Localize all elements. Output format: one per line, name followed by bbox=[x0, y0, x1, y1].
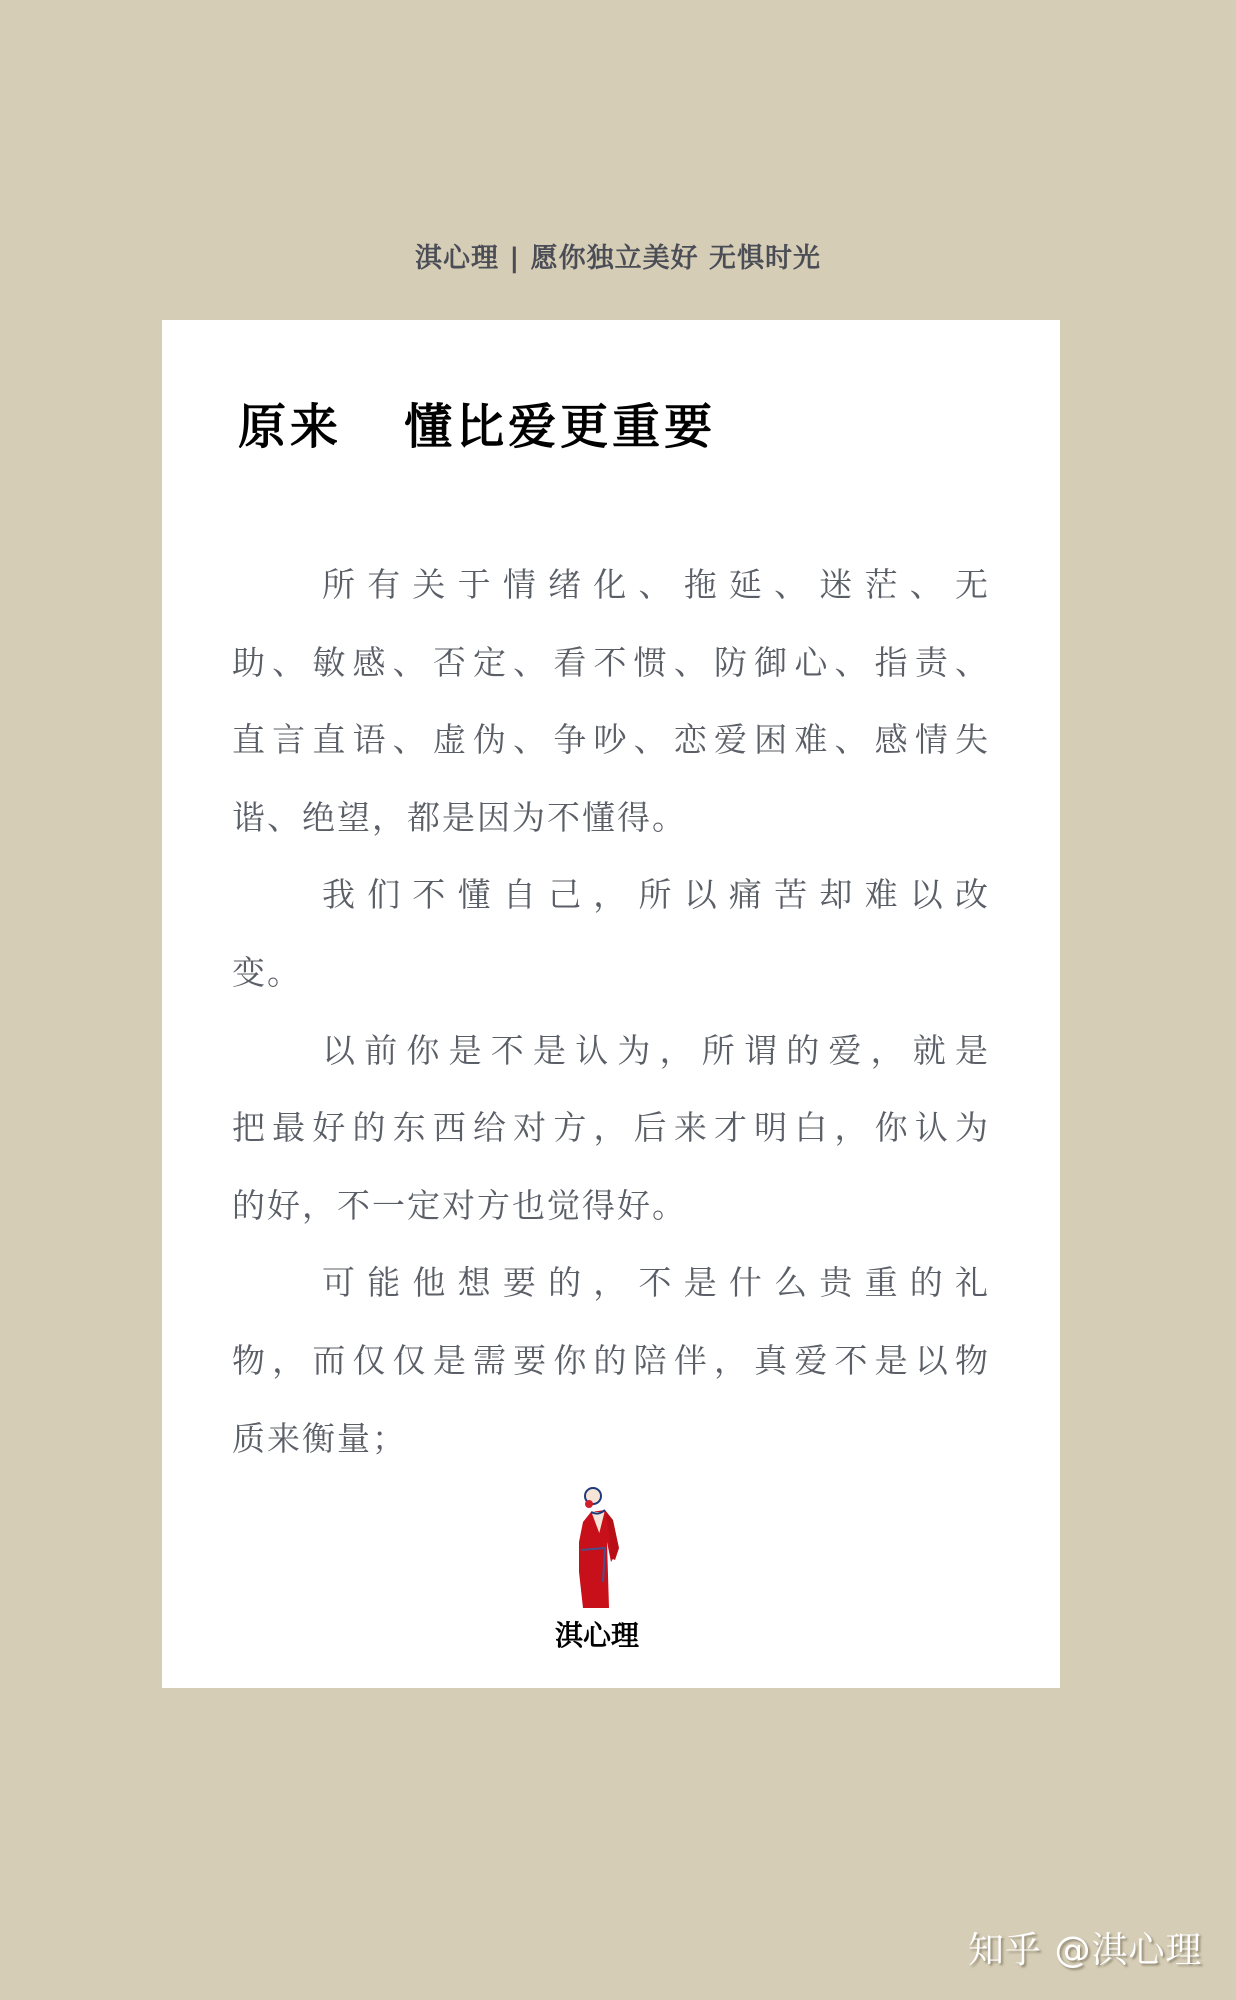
article-body bbox=[232, 546, 988, 1477]
text-line: 变。 bbox=[232, 952, 302, 992]
paragraph bbox=[232, 1244, 988, 1477]
zhihu-watermark: 知乎 @淇心理 bbox=[968, 1930, 1203, 1971]
text-line: 谐、绝望，都是因为不懂得。 bbox=[232, 797, 687, 837]
text-line: 物，而仅仅是需要你的陪伴，真爱不是以物 bbox=[232, 1340, 988, 1380]
text-line: 我们不懂自己，所以痛苦却难以改 bbox=[322, 875, 988, 915]
text-line: 助、敏感、否定、看不惯、防御心、指责、 bbox=[232, 642, 988, 682]
header-tagline: 淇心理 | 愿你独立美好 无惧时光 bbox=[414, 243, 822, 274]
text-line: 把最好的东西给对方，后来才明白，你认为 bbox=[232, 1108, 988, 1148]
text-line: 所有关于情绪化、拖延、迷茫、无 bbox=[322, 565, 988, 604]
paragraph bbox=[232, 1012, 988, 1245]
text-line: 质来衡量； bbox=[232, 1418, 407, 1458]
text-line: 的好，不一定对方也觉得好。 bbox=[232, 1185, 687, 1225]
text-line: 直言直语、虚伪、争吵、恋爱困难、感情失 bbox=[232, 720, 988, 760]
text-line: 可能他想要的，不是什么贵重的礼 bbox=[322, 1263, 988, 1303]
paragraph bbox=[232, 546, 988, 856]
paragraph bbox=[232, 856, 988, 1011]
text-line: 以前你是不是认为，所谓的爱，就是 bbox=[322, 1030, 988, 1070]
article-card bbox=[162, 320, 1060, 1688]
article-title: 原来 懂比爱更重要 bbox=[238, 399, 717, 455]
brand-logo-text: 淇心理 bbox=[554, 1619, 639, 1652]
woman-red-dress-illustration bbox=[573, 1482, 639, 1608]
